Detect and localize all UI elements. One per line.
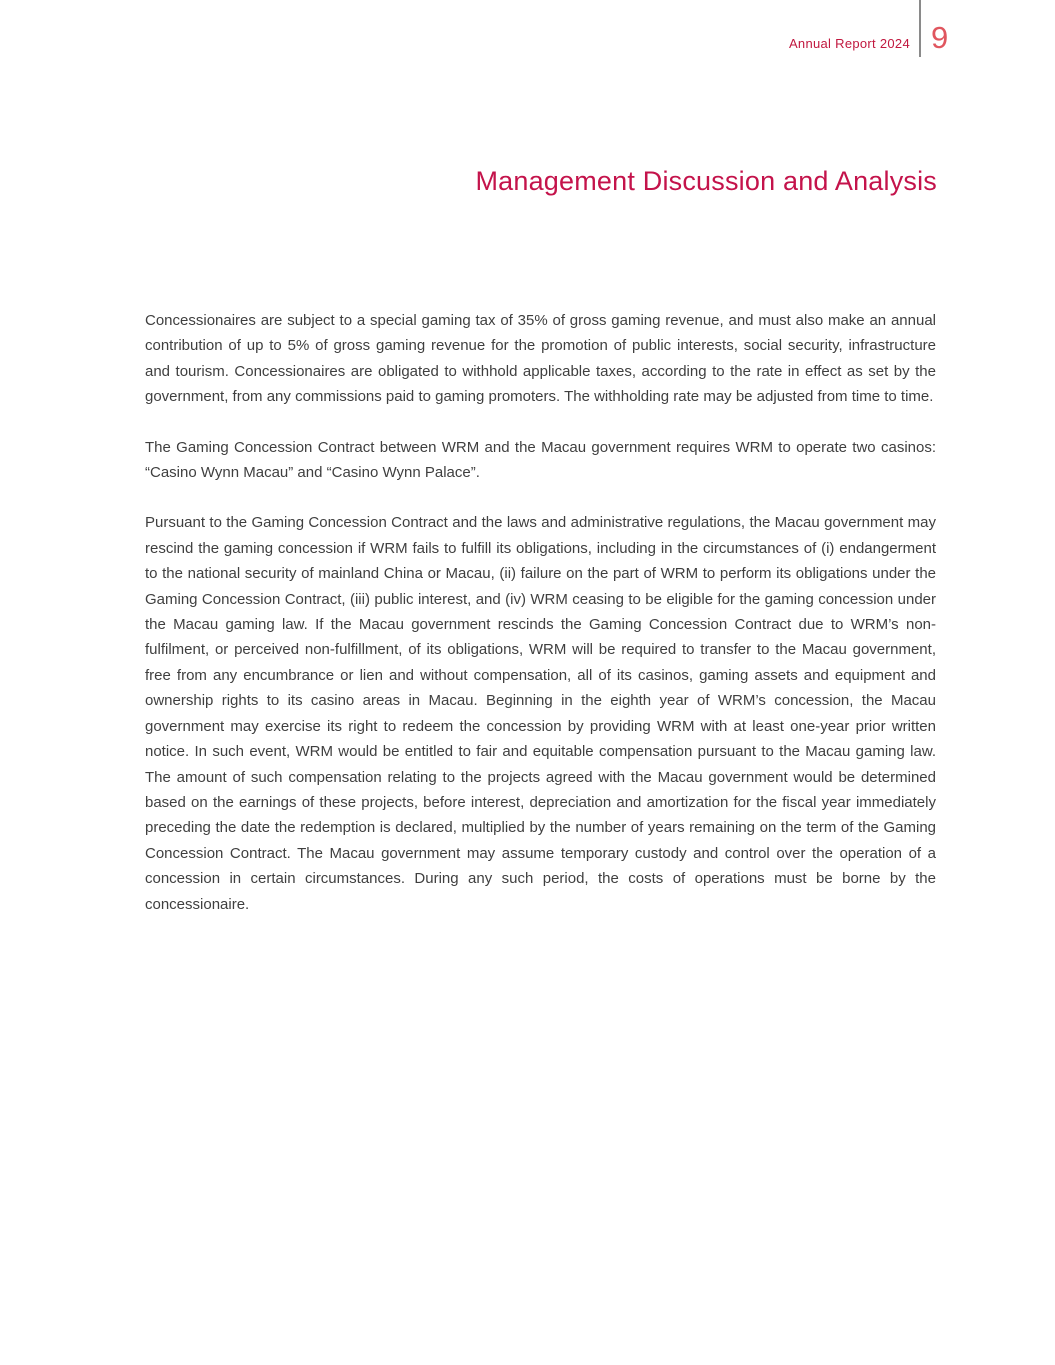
paragraph-gaming-tax: Concessionaires are subject to a special gaming tax of 35% of gross gaming revenue, and must also make an annual contribution of up to 5% of gross gaming revenue for the promotion of public interests, social security, infrastructure and tourism. Concessionaires are obligated to withhold applicable taxes, according to the rate in effect as set by the government, from any commissions paid to gaming promoters. The withholding rate may be adjusted from time to time. — [145, 312, 936, 406]
body-text-block — [145, 308, 936, 917]
page-title: Management Discussion and Analysis — [475, 166, 937, 196]
header-divider-line — [919, 0, 921, 57]
header-report-label: Annual Report 2024 — [788, 36, 910, 51]
paragraph-concession-contract: The Gaming Concession Contract between WRM and the Macau government requires WRM to operate two casinos: “Casino Wynn Macau” and “Casino Wynn Palace”. — [145, 438, 936, 482]
page-number: 9 — [931, 20, 949, 55]
paragraph-rescission-terms: Pursuant to the Gaming Concession Contract and the laws and administrative regulations, the Macau government may rescind the gaming concession if WRM fails to fulfill its obligations, including in the circumstances of (i) endangerment to the national security of mainland China or Macau, (ii) failure on the part of WRM to perform its obligations under the Gaming Concession Contract, (iii) public interest, and (iv) WRM ceasing to be eligible for the gaming concession under the Macau gaming law. If the Macau government rescinds the Gaming Concession Contract due to WRM’s non-fulfilment, or perceived non-fulfillment, of its obligations, WRM will be required to transfer to the Macau government, free from any encumbrance or lien and without compensation, all of its casinos, gaming assets and equipment and ownership rights to its casino areas in Macau. Beginning in the eighth year of WRM’s concession, the Macau government may exercise its right to redeem the concession by providing WRM with at least one-year prior written notice. In such event, WRM would be entitled to fair and equitable compensation pursuant to the Macau gaming law. The amount of such compensation relating to the projects agreed with the Macau government would be determined based on the earnings of these projects, before interest, depreciation and amortization for the fiscal year immediately preceding the date the redemption is declared, multiplied by the number of years remaining on the term of the Gaming Concession Contract. The Macau government may assume temporary custody and control over the operation of a concession in certain circumstances. During any such period, the costs of operations must be borne by the concessionaire. — [145, 514, 936, 913]
